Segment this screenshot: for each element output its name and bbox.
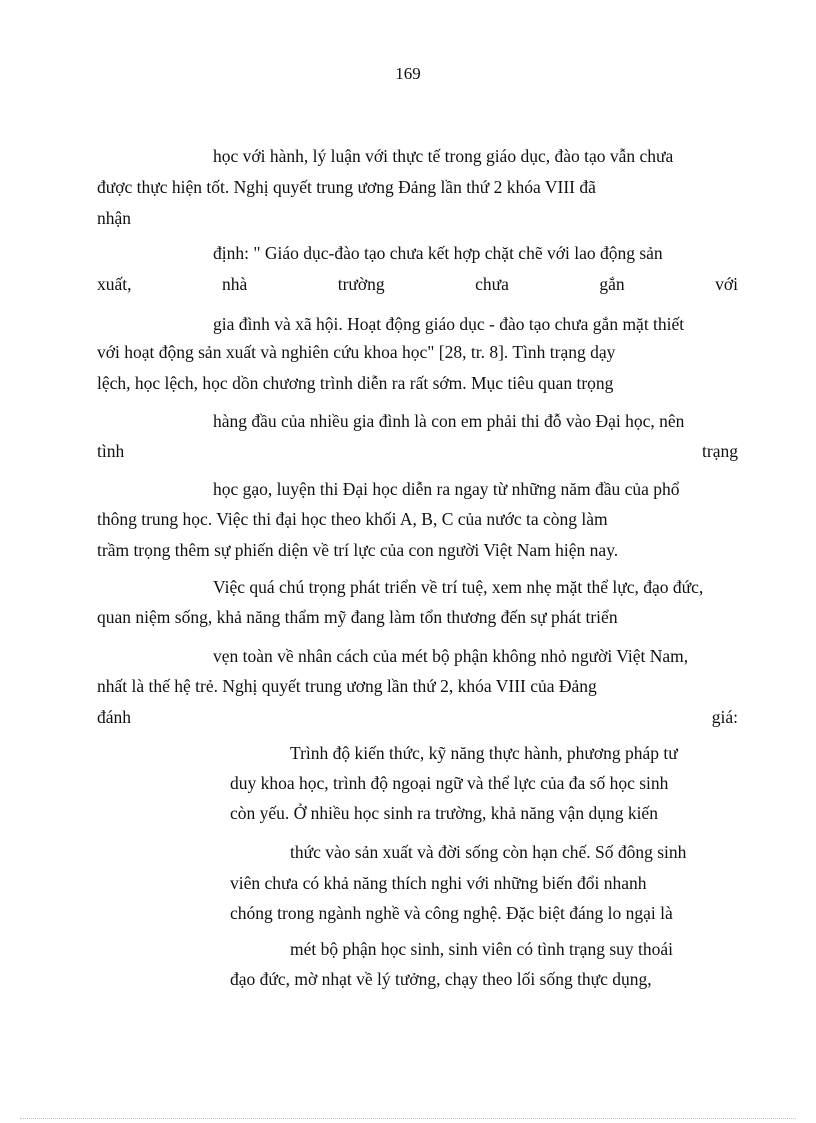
- justified-line: [97, 440, 738, 462]
- text-line: được thực hiện tốt. Nghị quyết trung ương Đảng lần thứ 2 khóa VIII đã: [97, 177, 596, 197]
- text-line: vẹn toàn về nhân cách của mét bộ phận không nhỏ người Việt Nam,: [213, 646, 689, 666]
- word: tình: [97, 441, 125, 461]
- word: nhà: [221, 274, 248, 294]
- text-line: gia đình và xã hội. Hoạt động giáo dục - đào tạo chưa gắn mặt thiết: [213, 314, 685, 334]
- text-line: nhận: [97, 208, 132, 228]
- quote-line: mét bộ phận học sinh, sinh viên có tình trạng suy thoái: [290, 939, 674, 959]
- word: với: [715, 274, 738, 294]
- page-number: 169: [395, 64, 421, 83]
- text-line: quan niệm sống, khả năng thẩm mỹ đang làm tổn thương đến sự phát triển: [97, 607, 618, 627]
- text-line: định: " Giáo dục-đào tạo chưa kết hợp chặt chẽ với lao động sản: [213, 243, 663, 263]
- quote-line: Trình độ kiến thức, kỹ năng thực hành, phương pháp tư: [290, 743, 678, 763]
- footer-divider: [20, 1118, 796, 1119]
- word: trạng: [702, 441, 738, 461]
- word: đánh: [97, 707, 132, 727]
- quote-line: đạo đức, mờ nhạt về lý tưởng, chạy theo lối sống thực dụng,: [230, 969, 652, 989]
- justified-line: [97, 706, 738, 728]
- word: chưa: [475, 274, 509, 294]
- justified-line: [97, 273, 738, 295]
- quote-line: còn yếu. Ở nhiều học sinh ra trường, khả năng vận dụng kiến: [230, 803, 658, 823]
- word: trường: [337, 274, 385, 294]
- quote-line: viên chưa có khả năng thích nghi với những biến đổi nhanh: [230, 873, 647, 893]
- text-line: học gạo, luyện thi Đại học diễn ra ngay từ những năm đầu của phổ: [213, 479, 680, 499]
- text-line: Việc quá chú trọng phát triển về trí tuệ, xem nhẹ mặt thể lực, đạo đức,: [213, 577, 704, 597]
- quote-line: duy khoa học, trình độ ngoại ngữ và thể lực của đa số học sinh: [230, 773, 669, 793]
- word: xuất,: [97, 274, 132, 294]
- text-line: hàng đầu của nhiều gia đình là con em phải thi đỗ vào Đại học, nên: [213, 411, 685, 431]
- text-line: với hoạt động sản xuất và nghiên cứu khoa học" [28, tr. 8]. Tình trạng dạy: [97, 342, 616, 362]
- text-line: thông trung học. Việc thi đại học theo khối A, B, C của nước ta còng làm: [97, 509, 608, 529]
- text-line: nhất là thế hệ trẻ. Nghị quyết trung ương lần thứ 2, khóa VIII của Đảng: [97, 676, 597, 696]
- word: giá:: [711, 707, 738, 727]
- text-line: lệch, học lệch, học dồn chương trình diễn ra rất sớm. Mục tiêu quan trọng: [97, 373, 614, 393]
- text-line: trầm trọng thêm sự phiến diện về trí lực của con người Việt Nam hiện nay.: [97, 540, 619, 560]
- quote-line: thức vào sản xuất và đời sống còn hạn chế. Số đông sinh: [290, 842, 687, 862]
- quote-line: chóng trong ngành nghề và công nghệ. Đặc biệt đáng lo ngại là: [230, 903, 673, 923]
- word: gắn: [599, 274, 625, 294]
- text-line: học với hành, lý luận với thực tế trong giáo dục, đào tạo vẫn chưa: [213, 146, 674, 166]
